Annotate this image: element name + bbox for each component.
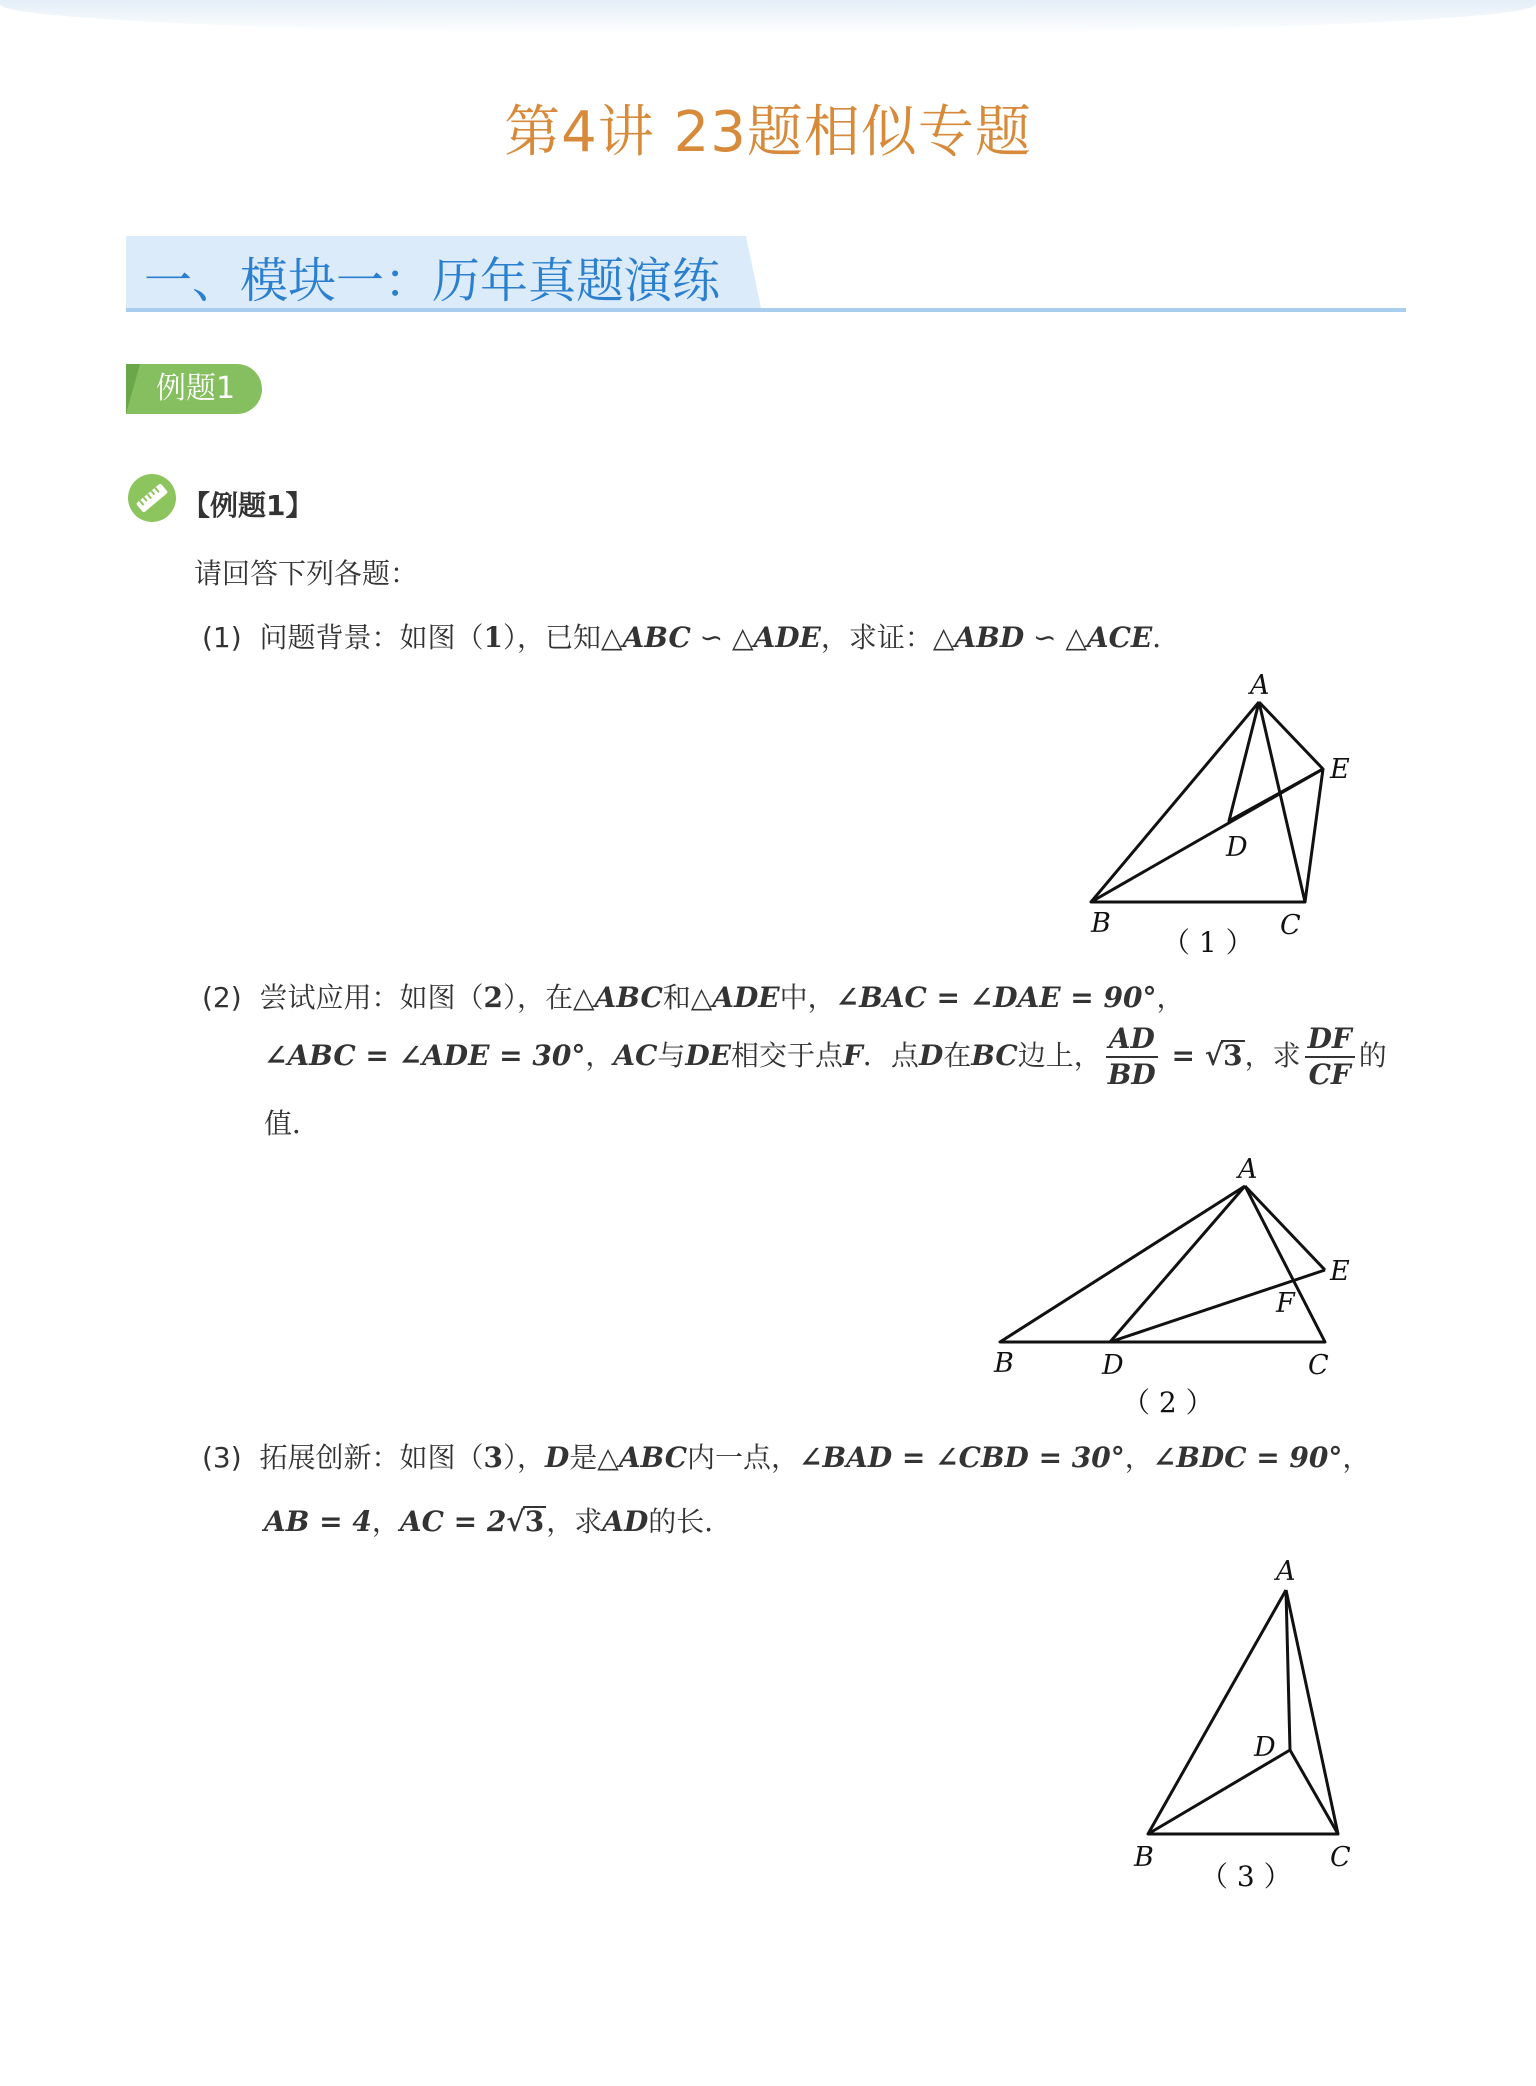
fig1-label-e: E <box>1330 754 1350 785</box>
q3-text: 拓展创新：如图（ <box>259 1441 484 1474</box>
fraction-numerator: AD <box>1106 1022 1158 1058</box>
question-number: (2) <box>202 981 242 1014</box>
fig2-label-a: A <box>1238 1154 1258 1185</box>
q2-text: 的 <box>1358 1039 1387 1072</box>
q2-condition-angle: ∠ABC = ∠ADE = 30° <box>264 1039 586 1072</box>
q3-condition-angle: ∠BAD = ∠CBD = 30° <box>799 1441 1125 1474</box>
sqrt-radicand: 3 <box>524 1505 545 1538</box>
q2-text: 中， <box>779 981 836 1014</box>
math-abc: ABC <box>594 981 663 1014</box>
fig1-caption: （ 1 ） <box>1162 926 1254 959</box>
q3-text: ， <box>1124 1441 1153 1474</box>
math-ace: ACE <box>1086 621 1153 654</box>
fig2-label-e: E <box>1330 1256 1350 1287</box>
fig1-triangle-abc <box>1091 702 1305 902</box>
question-2-line-1 <box>202 976 1185 1016</box>
q3-text: ）， <box>502 1441 545 1474</box>
pencil-icon <box>126 472 178 524</box>
fig1-label-c: C <box>1280 910 1301 941</box>
q2-text: 在 <box>943 1039 972 1072</box>
q3-text: 是△ <box>569 1441 619 1474</box>
example-intro: 请回答下列各题： <box>194 557 419 590</box>
equals-sqrt: = √ <box>1161 1039 1224 1072</box>
page-title: 第4讲 23题相似专题 <box>504 100 1032 165</box>
math-ade: ADE <box>753 621 821 654</box>
fraction-df-cf <box>1305 1022 1355 1092</box>
math-abc: ABC <box>622 621 691 654</box>
figure-2 <box>990 1150 1370 1420</box>
top-decoration-band <box>0 0 1536 34</box>
math-ac: AC <box>613 1039 658 1072</box>
similar-symbol: ∽ △ <box>1024 621 1087 654</box>
q3-condition-angle: ∠BDC = 90° <box>1152 1441 1343 1474</box>
q1-text: ． <box>1152 621 1181 654</box>
q2-text: ．点 <box>862 1039 919 1072</box>
math-abc: ABC <box>618 1441 688 1474</box>
q3-figure-ref: 3 <box>483 1441 503 1474</box>
q3-text: ，求 <box>546 1505 603 1538</box>
fig1-segment-ce <box>1305 769 1323 902</box>
question-number: (1) <box>202 621 242 654</box>
math-ade: ADE <box>712 981 780 1014</box>
fig2-label-c: C <box>1308 1350 1329 1381</box>
math-de: DE <box>685 1039 732 1072</box>
q2-figure-ref: 2 <box>483 981 503 1014</box>
q1-text: ），已知△ <box>502 621 623 654</box>
question-3-line-2 <box>264 1500 732 1540</box>
section-title: 一、模块一：历年真题演练 <box>144 253 721 309</box>
q2-text: 边上， <box>1017 1039 1102 1072</box>
example-badge: 例题1 <box>126 364 262 414</box>
fig3-label-b: B <box>1134 1842 1154 1873</box>
q1-text: 问题背景：如图（ <box>259 621 484 654</box>
fraction-ad-bd <box>1106 1022 1158 1092</box>
q2-text: ， <box>1156 981 1185 1014</box>
q2-text: 尝试应用：如图（ <box>259 981 484 1014</box>
q2-text: ， <box>585 1039 614 1072</box>
question-3-line-1 <box>202 1436 1370 1476</box>
q2-text: 与 <box>657 1039 686 1072</box>
fig3-segment-ad <box>1286 1590 1290 1750</box>
q2-condition-angle: ∠BAC = ∠DAE = 90° <box>835 981 1157 1014</box>
fig1-label-b: B <box>1091 908 1111 939</box>
math-f: F <box>843 1039 863 1072</box>
figure-3 <box>1120 1550 1380 1910</box>
fig3-segment-cd <box>1290 1750 1338 1834</box>
fig1-label-d: D <box>1226 832 1248 863</box>
math-bc: BC <box>971 1039 1018 1072</box>
math-d: D <box>918 1039 944 1072</box>
q3-text: ， <box>371 1505 400 1538</box>
fig2-label-b: B <box>994 1348 1014 1379</box>
question-1 <box>202 616 1180 656</box>
math-abd: ABD <box>954 621 1025 654</box>
fig2-label-f: F <box>1276 1288 1295 1319</box>
similar-symbol: ∽ △ <box>690 621 754 654</box>
q2-text: ，求 <box>1244 1039 1301 1072</box>
fig2-caption: （ 2 ） <box>1122 1386 1214 1419</box>
sqrt-radicand: 3 <box>1223 1039 1243 1072</box>
question-number: (3) <box>202 1441 242 1474</box>
math-ab-length: AB = 4 <box>264 1505 372 1538</box>
fig3-triangle-abc <box>1148 1590 1338 1834</box>
q2-text: 相交于点 <box>731 1039 844 1072</box>
fig1-label-a: A <box>1250 670 1270 701</box>
q3-text: 的长． <box>648 1505 733 1538</box>
fig2-segment-ae <box>1245 1186 1325 1270</box>
section-header <box>126 236 1406 312</box>
fraction-numerator: DF <box>1305 1022 1355 1058</box>
example-heading: 【例题1】 <box>182 489 314 522</box>
math-d: D <box>545 1441 570 1474</box>
q1-figure-ref: 1 <box>483 621 503 654</box>
q3-text: 内一点， <box>687 1441 800 1474</box>
fraction-denominator: CF <box>1308 1058 1351 1091</box>
q1-text: ，求证：△ <box>820 621 955 654</box>
q2-text: 和△ <box>662 981 713 1014</box>
fig3-label-c: C <box>1330 1842 1351 1873</box>
fraction-denominator: BD <box>1107 1058 1156 1091</box>
question-2-line-3: 值． <box>264 1107 321 1140</box>
figure-1 <box>1080 666 1370 966</box>
fig3-label-d: D <box>1254 1732 1276 1763</box>
math-ac-length: AC = 2√ <box>399 1505 525 1538</box>
q2-text: ），在△ <box>502 981 595 1014</box>
question-2-line-2 <box>264 1018 1387 1094</box>
fig3-caption: （ 3 ） <box>1200 1860 1292 1893</box>
math-ad: AD <box>602 1505 649 1538</box>
fig3-label-a: A <box>1276 1556 1296 1587</box>
fig2-label-d: D <box>1102 1350 1124 1381</box>
q3-text: ， <box>1342 1441 1371 1474</box>
